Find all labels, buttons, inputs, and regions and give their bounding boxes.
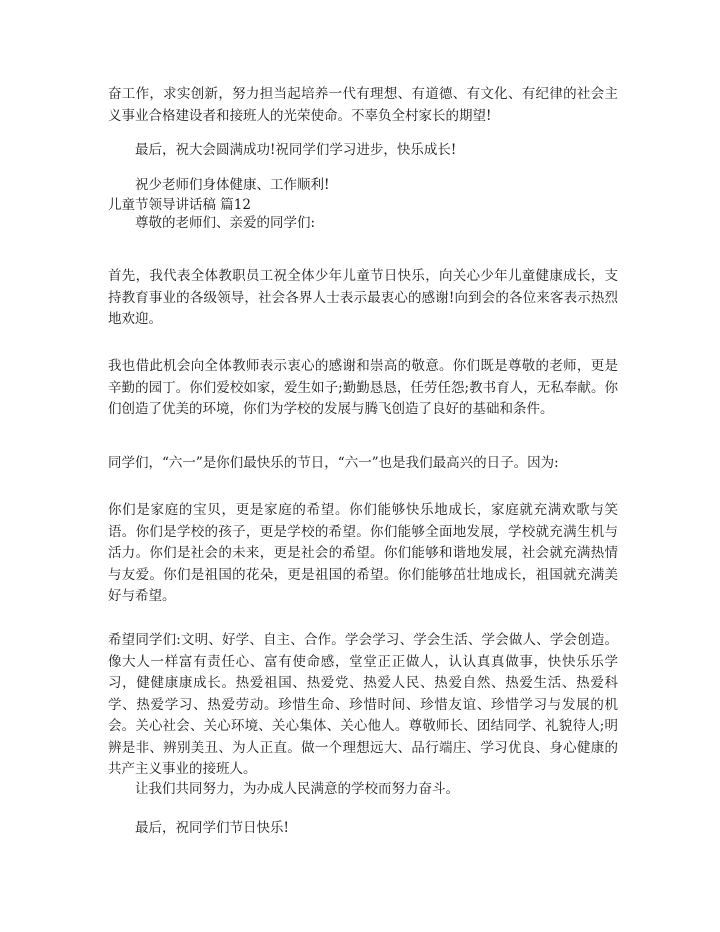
paragraph-teacher-thanks: 我也借此机会向全体教师表示衷心的感谢和崇高的敬意。你们既是尊敬的老师，更是辛勤的园丁。你们爱校如家，爱生如子;勤勤恳恳，任劳任怨;教书育人，无私奉献。你们创造了优美的环境，你们为学校的发展与腾飞创造了良好的基础和条件。 xyxy=(108,358,618,417)
paragraph-greeting: 首先，我代表全体教职员工祝全体少年儿童节日快乐，向关心少年儿童健康成长，支持教育事业的各级领导，社会各界人士表示最衷心的感谢!向到会的各位来客表示热烈地欢迎。 xyxy=(108,268,618,327)
salutation: 尊敬的老师们、亲爱的同学们: xyxy=(135,215,316,231)
paragraph-commitment: 奋工作，求实创新，努力担当起培养一代有理想、有道德、有文化、有纪律的社会主义事业合格建设者和接班人的光荣使命。不辜负全村家长的期望! xyxy=(108,86,618,124)
paragraph-closing-wish: 最后，祝大会圆满成功!祝同学们学习进步，快乐成长! xyxy=(135,142,457,158)
paragraph-final-wish: 最后，祝同学们节日快乐! xyxy=(135,820,289,836)
paragraph-hope: 你们是家庭的宝贝，更是家庭的希望。你们能够快乐地成长，家庭就充满欢歌与笑语。你们是学校的孩子，更是学校的希望。你们能够全面地发展，学校就充满生机与活力。你们是社会的未来，更是社会的希望。你们能够和谐地发展，社会就充满热情与友爱。你们是祖国的花朵，更是祖国的希望。你们能够茁壮地成长，祖国就充满美好与希望。 xyxy=(108,502,618,604)
section-heading: 儿童节领导讲话稿 篇12 xyxy=(108,197,251,213)
paragraph-expectations: 希望同学们:文明、好学、自主、合作。学会学习、学会生活、学会做人、学会创造。像大人一样富有责任心、富有使命感，堂堂正正做人，认认真真做事，快快乐乐学习，健健康康成长。热爱祖国、热爱党、热爱人民、热爱自然、热爱生活、热爱科学、热爱学习、热爱劳动。珍惜生命、珍惜时间、珍惜友谊、珍惜学习与发展的机会。关心社会、关心环境、关心集体、关心他人。尊敬师长、团结同学、礼貌待人;明辨是非、辨别美丑、为人正直。做一个理想远大、品行端庄、学习优良、身心健康的共产主义事业的接班人。 xyxy=(108,632,618,777)
paragraph-children-day: 同学们，“六一”是你们最快乐的节日，“六一”也是我们最高兴的日子。因为: xyxy=(108,455,559,471)
paragraph-teacher-wish: 祝少老师们身体健康、工作顺利! xyxy=(135,177,330,193)
paragraph-effort: 让我们共同努力，为办成人民满意的学校而努力奋斗。 xyxy=(135,781,459,797)
